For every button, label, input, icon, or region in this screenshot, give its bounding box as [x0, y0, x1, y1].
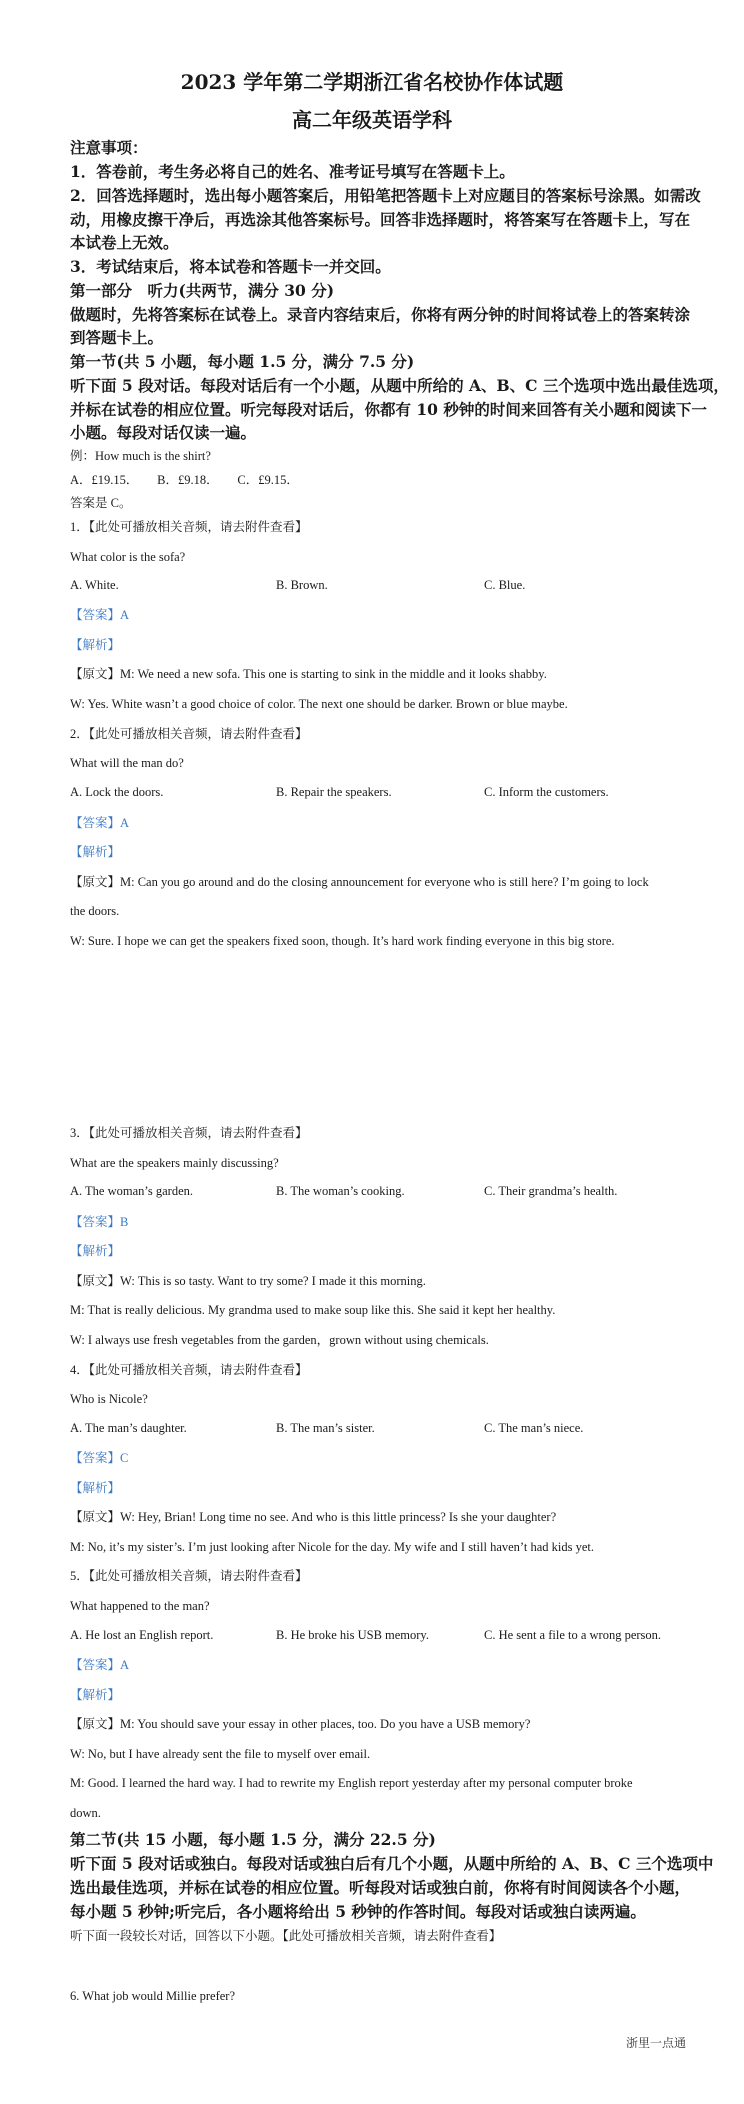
option-c: C. He sent a file to a wrong person.	[484, 1628, 662, 1642]
transcript-line: M: No, it’s my sister’s. I’m just looking after Nicole for the day. My wife and I still haven’t had kids yet.	[70, 1540, 594, 1554]
question-6: 6. What job would Millie prefer?	[70, 1989, 236, 2003]
option-c: C. Their grandma’s health.	[484, 1184, 618, 1198]
option-a: A. The woman’s garden.	[70, 1184, 194, 1198]
analysis-label: 【解析】	[70, 845, 121, 859]
question-header: 4．【此处可播放相关音频，请去附件查看】	[70, 1363, 308, 1377]
analysis-label: 【解析】	[70, 1481, 121, 1495]
option-b: B. Repair the speakers.	[276, 785, 392, 799]
exam-title: 2023 学年第二学期浙江省名校协作体试题	[180, 70, 564, 94]
answer-label: 【答案】B	[70, 1215, 129, 1229]
example-answer: 答案是 C。	[70, 496, 132, 510]
example-question: 例：How much is the shirt?	[70, 449, 211, 463]
transcript-line: 【原文】W: This is so tasty. Want to try some? I made it this morning.	[70, 1274, 426, 1288]
analysis-label: 【解析】	[70, 638, 121, 652]
example-options: A．£19.15． B．£9.18． C．£9.15．	[70, 473, 299, 487]
transcript-line: W: Sure. I hope we can get the speakers fixed soon, though. It’s hard work finding everyone in this big store.	[70, 934, 615, 948]
section2-intro: 选出最佳选项，并标在试卷的相应位置。听每段对话或独白前，你将有时间阅读各个小题，	[70, 1878, 691, 1897]
transcript-line: W: No, but I have already sent the file to myself over email.	[70, 1747, 371, 1761]
section1-intro: 小题。每段对话仅读一遍。	[70, 423, 257, 442]
option-a: A. White.	[70, 578, 119, 592]
transcript-line: 【原文】W: Hey, Brian! Long time no see. And who is this little princess? Is she your daughter?	[70, 1510, 557, 1524]
option-c: C. Inform the customers.	[484, 785, 609, 799]
part1-heading: 第一部分 听力(共两节，满分 30 分)	[70, 281, 335, 300]
note-line: 动，用橡皮擦干净后，再选涂其他答案标号。回答非选择题时，将答案写在答题卡上，写在	[70, 210, 691, 229]
question-header: 2．【此处可播放相关音频，请去附件查看】	[70, 727, 308, 741]
part1-intro: 做题时，先将答案标在试卷上。录音内容结束后，你将有两分钟的时间将试卷上的答案转涂	[70, 305, 691, 324]
note-line: 本试卷上无效。	[70, 233, 179, 252]
exam-subtitle: 高二年级英语学科	[292, 108, 452, 132]
option-b: B. Brown.	[276, 578, 328, 592]
option-b: B. The woman’s cooking.	[276, 1184, 405, 1198]
section2-intro: 每小题 5 秒钟;听完后，各小题将给出 5 秒钟的作答时间。每段对话或独白读两遍。	[70, 1902, 646, 1921]
question-text: What will the man do?	[70, 756, 184, 770]
transcript-line: 【原文】M: You should save your essay in other places, too. Do you have a USB memory?	[70, 1717, 531, 1731]
note-line: 1．答卷前，考生务必将自己的姓名、准考证号填写在答题卡上。	[70, 162, 515, 181]
question-header: 1．【此处可播放相关音频，请去附件查看】	[70, 520, 308, 534]
transcript-line: the doors.	[70, 904, 120, 918]
answer-label: 【答案】A	[70, 608, 130, 622]
transcript-line: 【原文】M: Can you go around and do the closing announcement for everyone who is still here? I’m going to lock	[70, 875, 649, 889]
listen-instruction: 听下面一段较长对话，回答以下小题。【此处可播放相关音频，请去附件查看】	[70, 1929, 502, 1943]
section1-intro: 并标在试卷的相应位置。听完每段对话后，你都有 10 秒钟的时间来回答有关小题和阅读下一	[70, 400, 707, 419]
section2-intro: 听下面 5 段对话或独白。每段对话或独白后有几个小题，从题中所给的 A、B、C 三个选项中	[70, 1854, 714, 1873]
question-header: 5．【此处可播放相关音频，请去附件查看】	[70, 1569, 308, 1583]
question-text: Who is Nicole?	[70, 1392, 148, 1406]
option-a: A. The man’s daughter.	[70, 1421, 187, 1435]
section1-intro: 听下面 5 段对话。每段对话后有一个小题，从题中所给的 A、B、C 三个选项中选出最佳选项，	[70, 376, 729, 395]
transcript-line: M: That is really delicious. My grandma used to make soup like this. She said it kept her healthy.	[70, 1303, 556, 1317]
option-c: C. Blue.	[484, 578, 526, 592]
question-text: What color is the sofa?	[70, 550, 186, 564]
option-b: B. He broke his USB memory.	[276, 1628, 429, 1642]
question-header: 3．【此处可播放相关音频，请去附件查看】	[70, 1126, 308, 1140]
transcript-line: 【原文】M: We need a new sofa. This one is starting to sink in the middle and it looks shabby.	[70, 667, 547, 681]
part1-intro: 到答题卡上。	[70, 328, 164, 347]
answer-label: 【答案】A	[70, 1658, 130, 1672]
option-a: A. Lock the doors.	[70, 785, 164, 799]
footer-watermark: 浙里一点通	[625, 2036, 686, 2050]
option-a: A. He lost an English report.	[70, 1628, 214, 1642]
answer-label: 【答案】C	[70, 1451, 129, 1465]
section1-heading: 第一节(共 5 小题，每小题 1.5 分，满分 7.5 分)	[70, 352, 415, 371]
transcript-line: M: Good. I learned the hard way. I had to rewrite my English report yesterday after my personal computer broke	[70, 1776, 633, 1790]
notes-heading: 注意事项：	[70, 138, 148, 157]
answer-label: 【答案】A	[70, 816, 130, 830]
option-b: B. The man’s sister.	[276, 1421, 375, 1435]
note-line: 2．回答选择题时，选出每小题答案后，用铅笔把答题卡上对应题目的答案标号涂黑。如需改	[70, 186, 701, 205]
analysis-label: 【解析】	[70, 1688, 121, 1702]
note-line: 3．考试结束后，将本试卷和答题卡一并交回。	[70, 257, 391, 276]
section2-heading: 第二节(共 15 小题，每小题 1.5 分，满分 22.5 分)	[70, 1830, 436, 1849]
question-text: What are the speakers mainly discussing?	[70, 1156, 279, 1170]
question-text: What happened to the man?	[70, 1599, 210, 1613]
analysis-label: 【解析】	[70, 1244, 121, 1258]
transcript-line: W: I always use fresh vegetables from the garden，grown without using chemicals.	[70, 1333, 489, 1347]
transcript-line: down.	[70, 1806, 101, 1820]
option-c: C. The man’s niece.	[484, 1421, 584, 1435]
transcript-line: W: Yes. White wasn’t a good choice of color. The next one should be darker. Brown or blue maybe.	[70, 697, 568, 711]
